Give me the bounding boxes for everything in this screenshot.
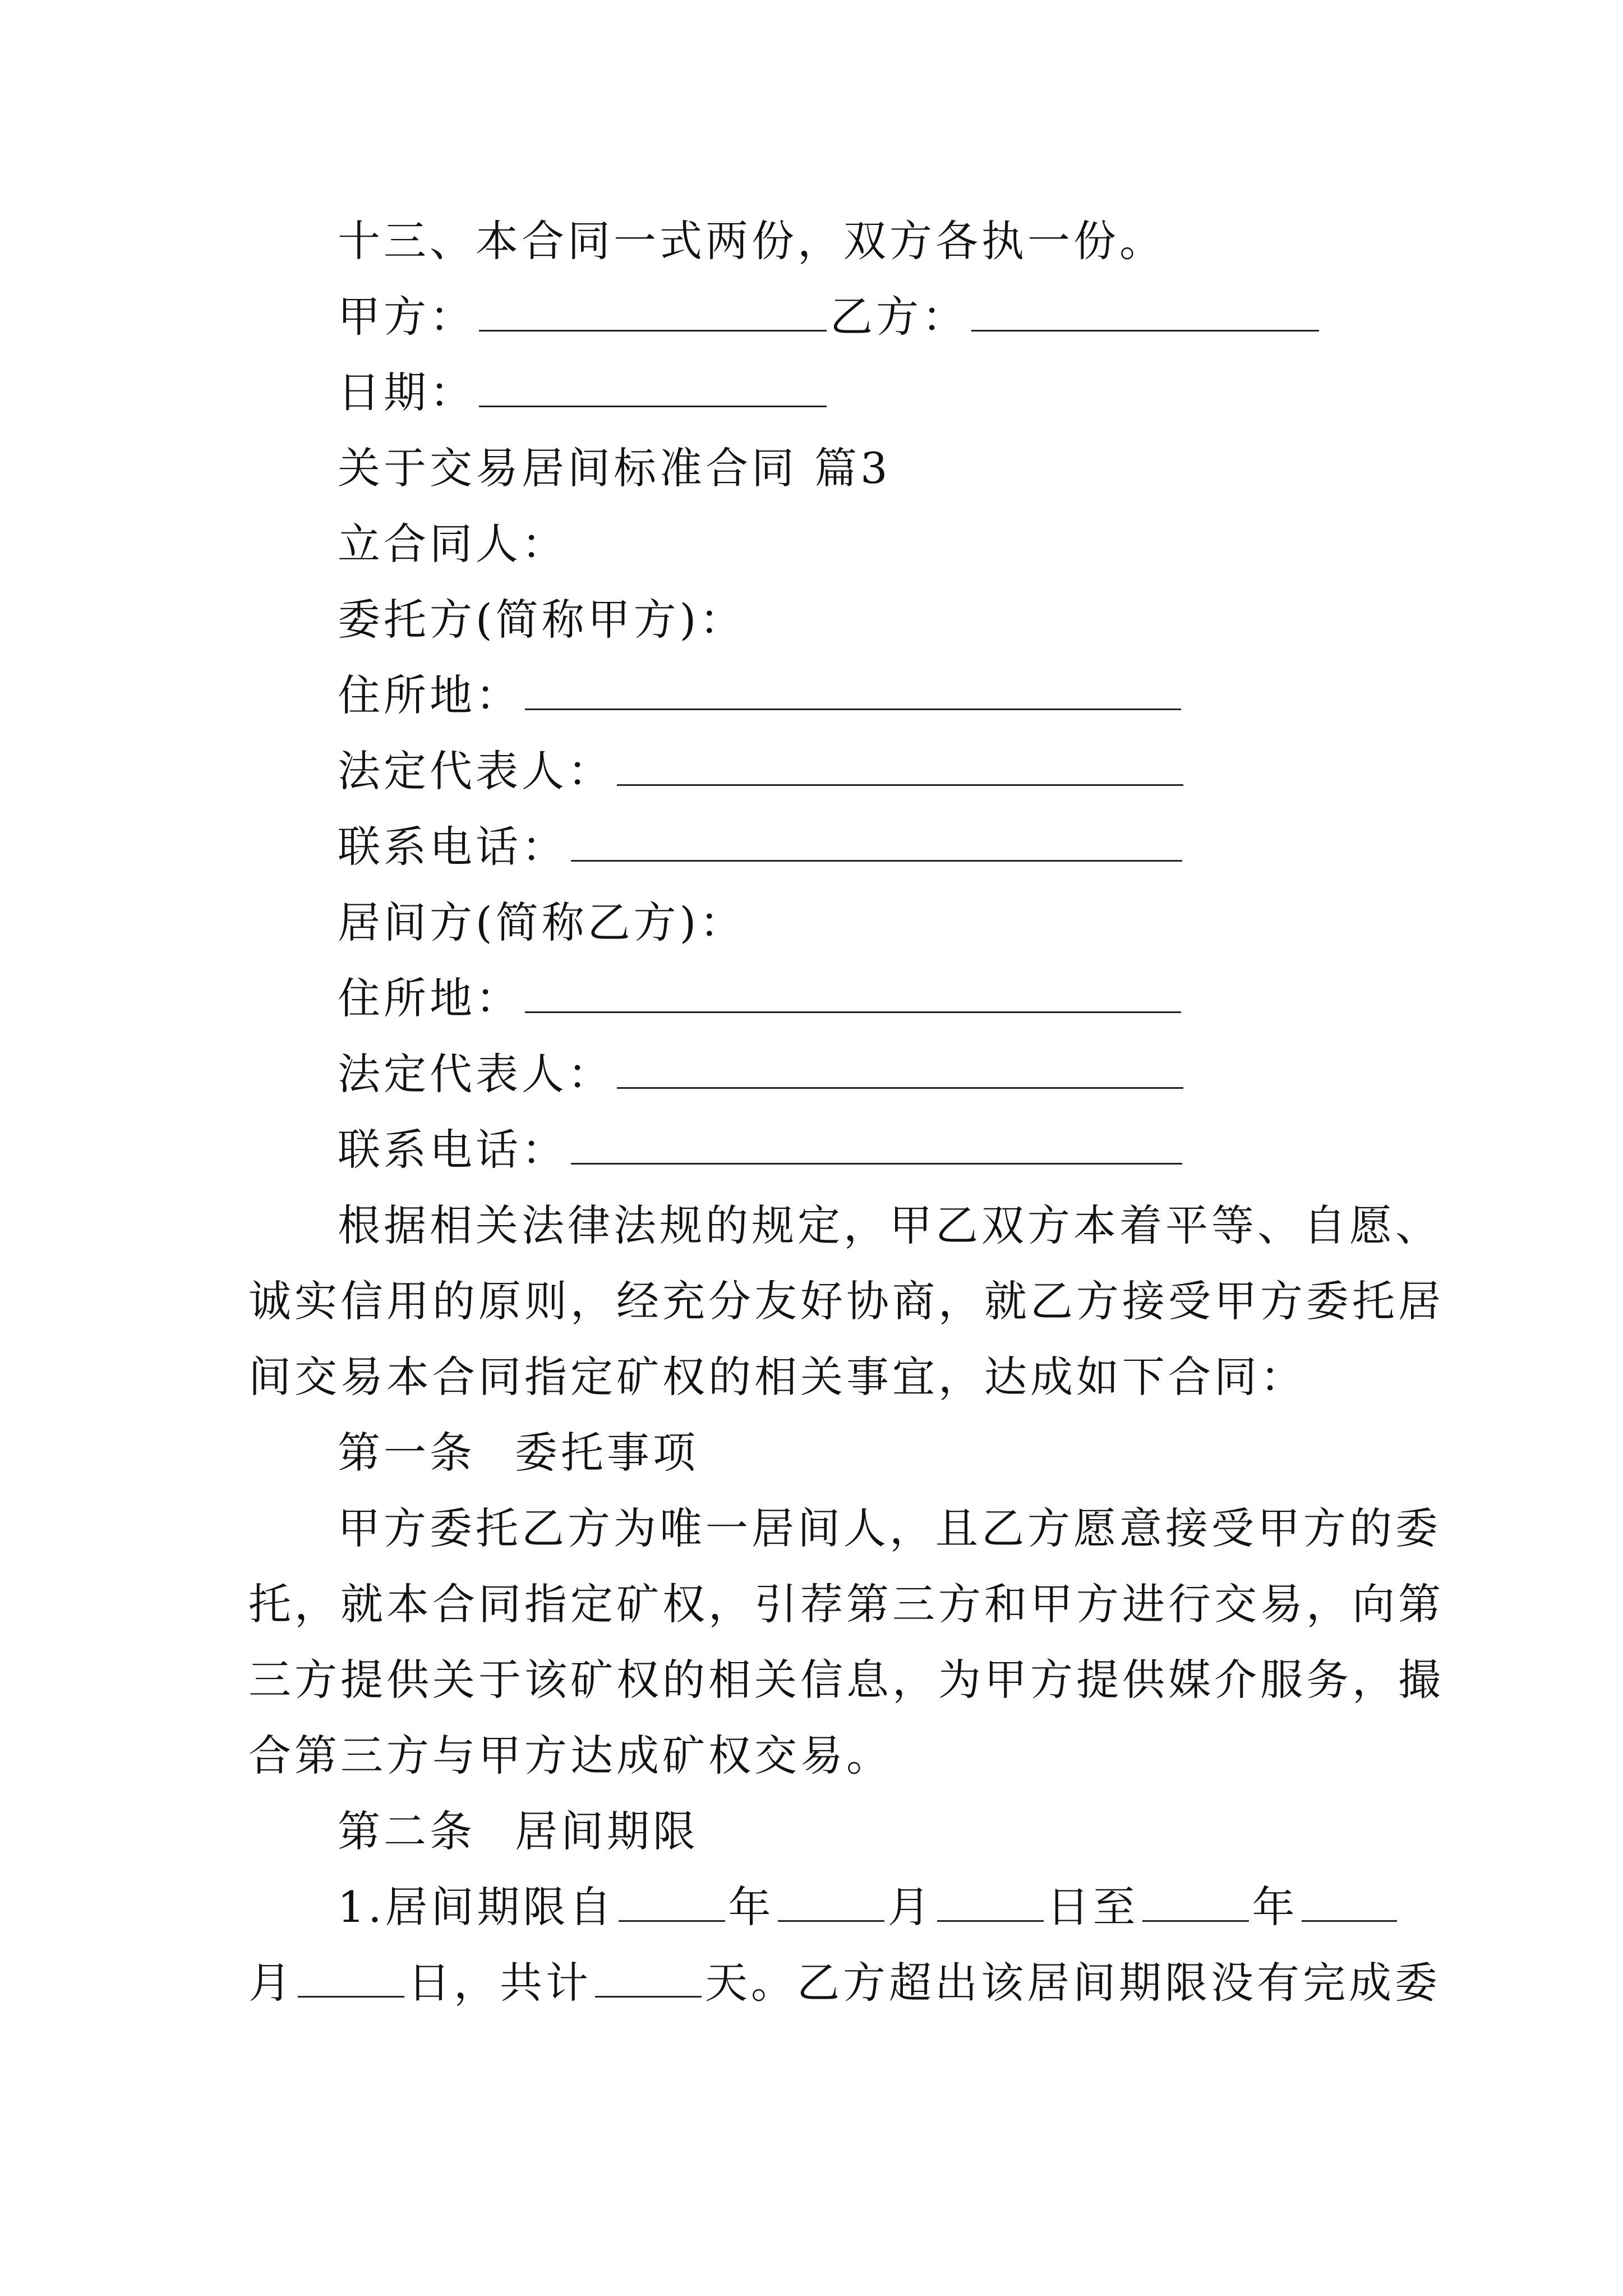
contract-parties-label: 立合同人： bbox=[338, 519, 568, 569]
article-1-heading bbox=[338, 1425, 699, 1481]
article-1-name: 委托事项 bbox=[515, 1428, 699, 1478]
preamble-line-3: 间交易本合同指定矿权的相关事宜，达成如下合同： bbox=[248, 1352, 1306, 1402]
term-line-1 bbox=[338, 1879, 1400, 1935]
article-1-line-3: 三方提供关于该矿权的相关信息，为甲方提供媒介服务，撮 bbox=[248, 1655, 1444, 1705]
party-a-label: 甲方： bbox=[338, 292, 476, 342]
date-blank[interactable] bbox=[479, 366, 827, 407]
article-1-line-2: 托，就本合同指定矿权，引荐第三方和甲方进行交易，向第 bbox=[248, 1579, 1444, 1629]
date-row bbox=[338, 365, 830, 421]
article-2-heading bbox=[338, 1803, 699, 1860]
end-month-blank-start[interactable] bbox=[1302, 1881, 1397, 1922]
term-prefix: 1.居间期限自 bbox=[338, 1882, 615, 1932]
to-label: 至 bbox=[1092, 1882, 1139, 1932]
intermediary-address-blank[interactable] bbox=[525, 972, 1181, 1013]
principal-address-blank[interactable] bbox=[525, 669, 1181, 710]
intermediary-phone-blank[interactable] bbox=[571, 1124, 1182, 1165]
intermediary-rep-row bbox=[338, 1046, 1187, 1102]
start-day-label: 日 bbox=[1046, 1882, 1093, 1932]
intermediary-rep-blank[interactable] bbox=[617, 1048, 1183, 1089]
total-days-blank[interactable] bbox=[595, 1957, 702, 1998]
preamble-line-2: 诚实信用的原则，经充分友好协商，就乙方接受甲方委托居 bbox=[248, 1276, 1444, 1326]
party-a-signature-blank[interactable] bbox=[479, 291, 827, 332]
party-b-label: 乙方： bbox=[830, 292, 968, 342]
article-2-title: 第二条 bbox=[338, 1806, 476, 1856]
article-1-title: 第一条 bbox=[338, 1428, 476, 1478]
article-1-line-4: 合第三方与甲方达成矿权交易。 bbox=[248, 1731, 892, 1780]
end-year-label: 年 bbox=[1252, 1882, 1298, 1932]
end-year-blank[interactable] bbox=[1142, 1881, 1249, 1922]
principal-rep-blank[interactable] bbox=[617, 745, 1183, 786]
start-year-label: 年 bbox=[728, 1882, 774, 1932]
intermediary-address-label: 住所地： bbox=[338, 973, 522, 1023]
intermediary-label: 居间方(简称乙方)： bbox=[338, 898, 746, 947]
term-line-2 bbox=[248, 1955, 1441, 2011]
start-day-blank[interactable] bbox=[937, 1881, 1044, 1922]
contract-heading: 关于交易居间标准合同 篇3 bbox=[338, 443, 891, 493]
term-suffix: 天。乙方超出该居间期限没有完成委 bbox=[705, 1958, 1441, 2008]
start-month-label: 月 bbox=[887, 1882, 934, 1932]
preamble-line-1: 根据相关法律法规的规定，甲乙双方本着平等、自愿、 bbox=[338, 1200, 1441, 1250]
intermediary-phone-row bbox=[338, 1122, 1186, 1178]
principal-phone-row bbox=[338, 819, 1186, 875]
principal-label: 委托方(简称甲方)： bbox=[338, 595, 746, 645]
article-1-line-1: 甲方委托乙方为唯一居间人，且乙方愿意接受甲方的委 bbox=[338, 1503, 1441, 1553]
clause-13: 十三、本合同一式两份，双方各执一份。 bbox=[338, 216, 1165, 266]
principal-rep-row bbox=[338, 743, 1187, 799]
principal-rep-label: 法定代表人： bbox=[338, 746, 614, 796]
start-year-blank[interactable] bbox=[619, 1881, 725, 1922]
principal-phone-blank[interactable] bbox=[571, 821, 1182, 862]
intermediary-phone-label: 联系电话： bbox=[338, 1125, 568, 1175]
signature-row bbox=[338, 289, 1322, 345]
article-2-name: 居间期限 bbox=[515, 1806, 699, 1856]
end-month-label: 月 bbox=[248, 1958, 294, 2008]
day-total-label: 日，共计 bbox=[408, 1958, 592, 2008]
party-b-signature-blank[interactable] bbox=[971, 291, 1319, 332]
principal-address-row bbox=[338, 668, 1184, 724]
principal-phone-label: 联系电话： bbox=[338, 822, 568, 872]
principal-address-label: 住所地： bbox=[338, 670, 522, 720]
date-label: 日期： bbox=[338, 367, 476, 417]
end-day-blank[interactable] bbox=[298, 1957, 404, 1998]
intermediary-address-row bbox=[338, 970, 1184, 1027]
start-month-blank[interactable] bbox=[778, 1881, 884, 1922]
intermediary-rep-label: 法定代表人： bbox=[338, 1049, 614, 1099]
